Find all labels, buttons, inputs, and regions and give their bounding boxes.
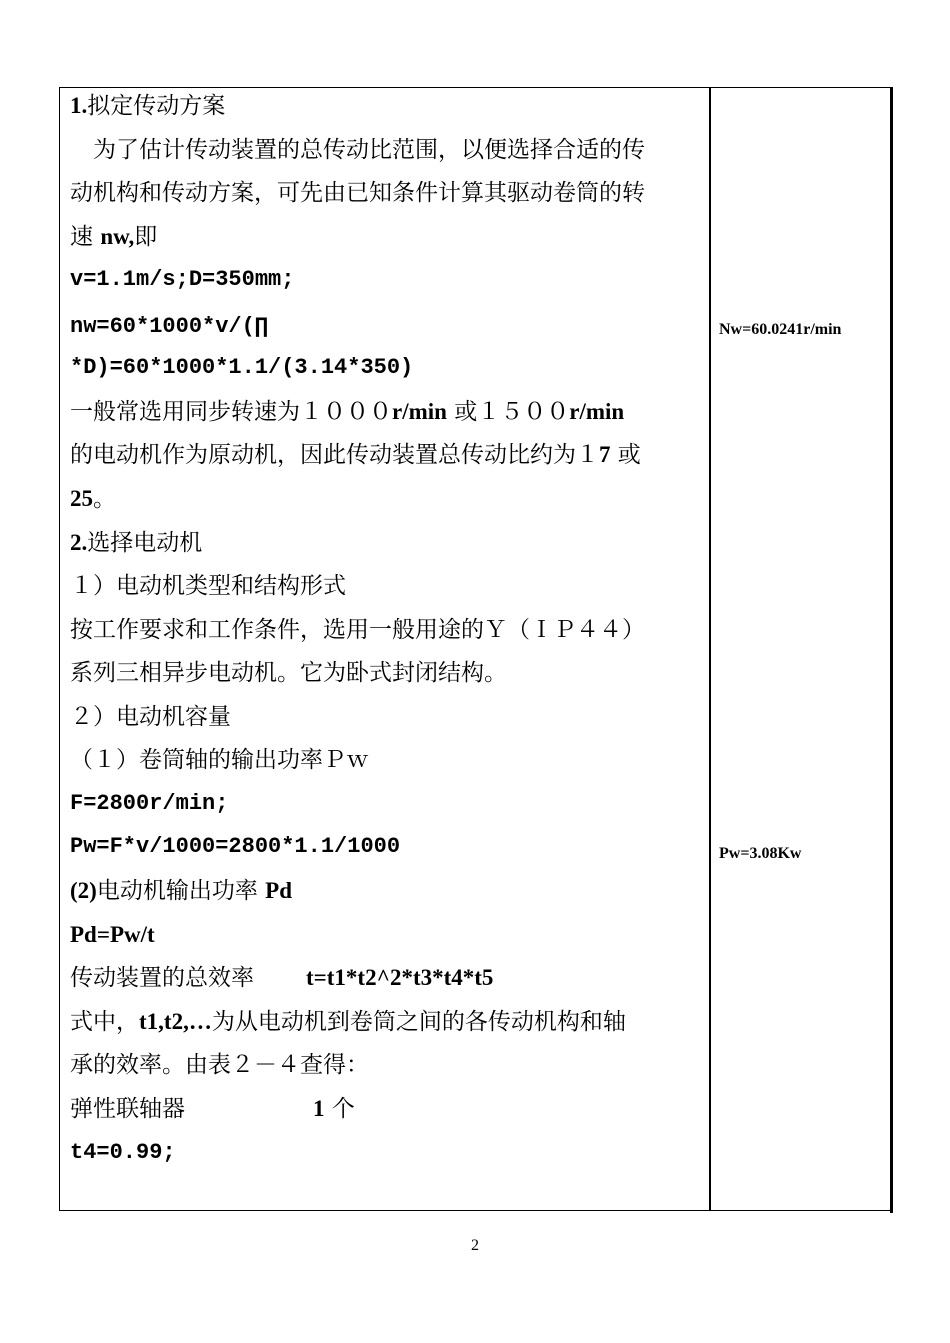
table-frame-shadow [890,87,893,1213]
formula-line: Pd=Pw/t [70,922,155,947]
paragraph-line: 传动装置的总效率 t=t1*t2^2*t3*t4*t5 [70,965,494,991]
formula-line: nw=60*1000*v/(∏ [70,314,269,339]
paragraph-line: 式中，t1,t2,…为从电动机到卷筒之间的各传动机构和轴 [70,1009,626,1035]
subheading: （１）卷筒轴的输出功率Ｐｗ [70,747,369,773]
heading-1: 1.拟定传动方案 [70,93,226,119]
formula-line: v=1.1m/s;D=350mm; [70,267,295,292]
paragraph-line: 25。 [70,486,116,512]
formula-line: *D)=60*1000*1.1/(3.14*350) [70,355,414,380]
formula-line: Pw=F*v/1000=2800*1.1/1000 [70,834,401,859]
paragraph-line: 的电动机作为原动机，因此传动装置总传动比约为１7 或 [70,442,641,468]
paragraph-line: 承的效率。由表２－４查得： [70,1052,369,1078]
subheading: １）电动机类型和结构形式 [70,573,346,599]
paragraph-line: 按工作要求和工作条件，选用一般用途的Ｙ（ＩＰ４４） [70,617,645,643]
nw-result: Nw=60.0241r/min [719,321,842,338]
paragraph-line: 为了估计传动装置的总传动比范围，以便选择合适的传 [70,137,645,163]
paragraph-line: 一般常选用同步转速为１０００r/min 或１５００r/min [70,399,625,425]
subheading: ２）电动机容量 [70,704,231,730]
subheading: (2)电动机输出功率 Pd [70,878,292,904]
page-number: 2 [471,1237,479,1254]
paragraph-line: 动机构和传动方案，可先由已知条件计算其驱动卷筒的转 [70,180,645,206]
column-divider [709,87,711,1211]
heading-2: 2.选择电动机 [70,530,203,556]
pw-result: Pw=3.08Kw [719,845,802,862]
paragraph-line: 速 nw,即 [70,224,158,250]
paragraph-line: 系列三相异步电动机。它为卧式封闭结构。 [70,660,507,686]
paragraph-line: 弹性联轴器 1 个 [70,1096,355,1122]
table-frame [59,87,891,1211]
formula-line: t4=0.99; [70,1140,176,1165]
formula-line: F=2800r/min; [70,791,229,816]
